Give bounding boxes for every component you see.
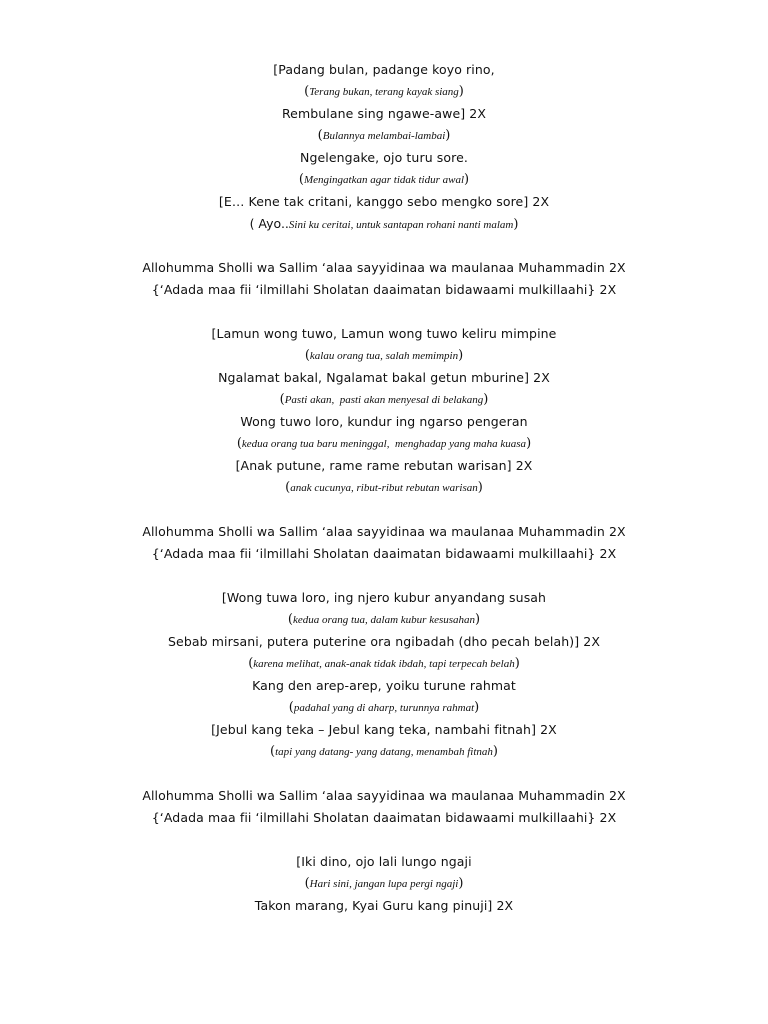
lyric-line: [Jebul kang teka – Jebul kang teka, nambahi fitnah] 2X bbox=[211, 722, 557, 737]
lyric-line: [E… Kene tak critani, kanggo sebo mengko sore] 2X bbox=[218, 194, 550, 209]
translation-line: (karena melihat, anak-anak tidak ibdah, tapi terpecah belah) bbox=[248, 656, 520, 671]
lyric-line: Takon marang, Kyai Guru kang pinuji] 2X bbox=[254, 898, 514, 913]
lyric-line: [Iki dino, ojo lali lungo ngaji bbox=[296, 854, 472, 869]
stanza-gap bbox=[0, 235, 768, 257]
translation-text: kalau orang tua, salah memimpin bbox=[309, 350, 459, 362]
stanza-gap bbox=[0, 829, 768, 851]
translation-line: (anak cucunya, ribut-ribut rebutan warisan) bbox=[285, 480, 483, 495]
translation-text: Mengingatkan agar tidak tidur awal bbox=[303, 174, 465, 186]
translation-text: Pasti akan, pasti akan menyesal di belakang bbox=[284, 394, 484, 406]
translation-line: (Mengingatkan agar tidak tidur awal) bbox=[298, 172, 470, 187]
translation-line: (kedua orang tua baru meninggal, menghadap yang maha kuasa) bbox=[236, 436, 532, 451]
chorus-line: Allohumma Sholli wa Sallim ‘alaa sayyidinaa wa maulanaa Muhammadin 2X bbox=[142, 524, 626, 539]
chorus-line: Allohumma Sholli wa Sallim ‘alaa sayyidinaa wa maulanaa Muhammadin 2X bbox=[142, 788, 626, 803]
translation-text: Terang bukan, terang kayak siang bbox=[309, 86, 459, 98]
translation-line: (kalau orang tua, salah memimpin) bbox=[304, 348, 464, 363]
lyric-line: Ngalamat bakal, Ngalamat bakal getun mburine] 2X bbox=[218, 370, 550, 385]
chorus-line: {‘Adada maa fii ‘ilmillahi Sholatan daaimatan bidawaami mulkillaahi} 2X bbox=[151, 810, 617, 825]
translation-text: anak cucunya, ribut-ribut rebutan warisan bbox=[290, 482, 478, 494]
chorus-line: {‘Adada maa fii ‘ilmillahi Sholatan daaimatan bidawaami mulkillaahi} 2X bbox=[151, 546, 617, 561]
lyric-line: [Anak putune, rame rame rebutan warisan] 2X bbox=[235, 458, 533, 473]
chorus-line: {‘Adada maa fii ‘ilmillahi Sholatan daaimatan bidawaami mulkillaahi} 2X bbox=[151, 282, 617, 297]
stanza-gap bbox=[0, 301, 768, 323]
lyric-line: [Padang bulan, padange koyo rino, bbox=[273, 62, 495, 77]
translation-text: kedua orang tua, dalam kubur kesusahan bbox=[292, 614, 476, 626]
lyrics-document bbox=[0, 59, 768, 917]
stanza-gap bbox=[0, 499, 768, 521]
lyric-line: [Lamun wong tuwo, Lamun wong tuwo keliru mimpine bbox=[211, 326, 557, 341]
translation-text: Sini ku ceritai, untuk santapan rohani nanti malam bbox=[288, 219, 514, 231]
translation-text: tapi yang datang- yang datang, menambah fitnah bbox=[275, 746, 493, 758]
stanza-gap bbox=[0, 565, 768, 587]
translation-text: Hari sini, jangan lupa pergi ngaji bbox=[309, 878, 459, 890]
translation-text: Bulannya melambai-lambai bbox=[322, 130, 446, 142]
translation-line: (Hari sini, jangan lupa pergi ngaji) bbox=[304, 876, 464, 891]
translation-line: (tapi yang datang- yang datang, menambah fitnah) bbox=[270, 744, 498, 759]
translation-line: (padahal yang di aharp, turunnya rahmat) bbox=[288, 700, 480, 715]
translation-line: (Bulannya melambai-lambai) bbox=[317, 128, 451, 143]
lyric-line: Rembulane sing ngawe-awe] 2X bbox=[281, 106, 487, 121]
translation-line: (Pasti akan, pasti akan menyesal di belakang) bbox=[279, 392, 489, 407]
translation-line: (Terang bukan, terang kayak siang) bbox=[304, 84, 464, 99]
lyric-line: Wong tuwo loro, kundur ing ngarso pengeran bbox=[240, 414, 528, 429]
stanza-gap bbox=[0, 763, 768, 785]
lyric-line: [Wong tuwa loro, ing njero kubur anyandang susah bbox=[221, 590, 547, 605]
translation-text: kedua orang tua baru meninggal, menghadap yang maha kuasa bbox=[241, 438, 527, 450]
translation-line: ( Ayo..Sini ku ceritai, untuk santapan rohani nanti malam) bbox=[249, 216, 519, 232]
translation-line: (kedua orang tua, dalam kubur kesusahan) bbox=[287, 612, 481, 627]
translation-text: karena melihat, anak-anak tidak ibdah, tapi terpecah belah bbox=[253, 658, 515, 670]
lyric-line: Kang den arep-arep, yoiku turune rahmat bbox=[252, 678, 516, 693]
translation-lead: ( Ayo.. bbox=[249, 216, 289, 231]
chorus-line: Allohumma Sholli wa Sallim ‘alaa sayyidinaa wa maulanaa Muhammadin 2X bbox=[142, 260, 626, 275]
lyric-line: Ngelengake, ojo turu sore. bbox=[300, 150, 468, 165]
translation-text: padahal yang di aharp, turunnya rahmat bbox=[293, 702, 475, 714]
lyric-line: Sebab mirsani, putera puterine ora ngibadah (dho pecah belah)] 2X bbox=[168, 634, 600, 649]
